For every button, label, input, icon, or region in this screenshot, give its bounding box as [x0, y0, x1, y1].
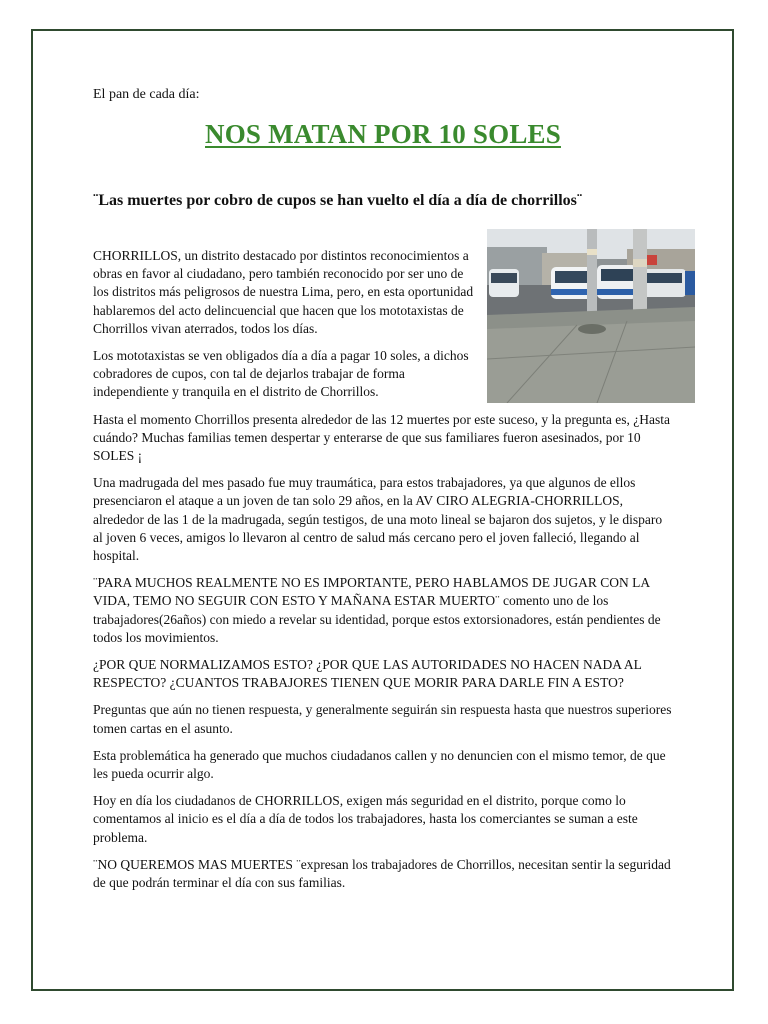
paragraph: Una madrugada del mes pasado fue muy traumática, para estos trabajadores, ya que algunos de ellos presenciaron el ataque a un joven de tan solo 29 años, en la AV CIRO ALEGRIA-CHORRILLOS, alrededor de las 1 de la madrugada, según testigos, de una moto lineal se bajaron dos sujetos, y le disparo al joven 6 veces, amigos lo llevaron al centro de salud más cercano pero el joven falleció, llegando al hospital. [93, 475, 663, 564]
street-photo [487, 229, 695, 403]
article-headline: NOS MATAN POR 10 SOLES [205, 119, 561, 149]
article-kicker: El pan de cada día: [93, 87, 200, 102]
intro-text-column [93, 247, 478, 402]
article [93, 86, 673, 901]
paragraph: Preguntas que aún no tienen respuesta, y generalmente seguirán sin respuesta hasta que nuestros superiores tomen cartas en el asunto. [93, 702, 672, 736]
paragraph: CHORRILLOS, un distrito destacado por distintos reconocimientos a obras en favor al ciudadano, pero también reconocido por ser uno de los distritos más peligrosos de nuestra Lima, pero, en esta oportunidad hablaremos del acto delincuencial que hacen que los mototaxistas de Chorrillos vivan aterrados, todos los días. [93, 248, 474, 336]
paragraph: ¨NO QUEREMOS MAS MUERTES ¨expresan los trabajadores de Chorrillos, necesitan sentir la seguridad de que podrán terminar el día con sus familias. [93, 856, 671, 891]
paragraph: ¿POR QUE NORMALIZAMOS ESTO? ¿POR QUE LAS AUTORIDADES NO HACEN NADA AL RESPECTO? ¿CUANTOS TRABAJORES TIENEN QUE MORIR PARA DARLE FIN A ESTO? [93, 657, 642, 691]
paragraph: Hoy en día los ciudadanos de CHORRILLOS, exigen más seguridad en el distrito, porque como lo comentamos al inicio es el día a día de todos los trabajadores, hasta los comerciantes se suman a este problema. [93, 793, 638, 845]
paragraph: Los mototaxistas se ven obligados día a día a pagar 10 soles, a dichos cobradores de cupos, con tal de dejarlos trabajar de forma independiente y tranquila en el distrito de Chorrillos. [93, 348, 469, 400]
paragraph: ¨PARA MUCHOS REALMENTE NO ES IMPORTANTE, PERO HABLAMOS DE JUGAR CON LA VIDA, TEMO NO SEGUIR CON ESTO Y MAÑANA ESTAR MUERTO¨ comento uno de los trabajadores(26años) con miedo a revelar su identidad, porque estos extorsionadores, están pendientes de todos los movimientos. [93, 575, 661, 645]
article-subheadline: ¨Las muertes por cobro de cupos se han vuelto el día a día de chorrillos¨ [93, 192, 583, 209]
paragraph: Esta problemática ha generado que muchos ciudadanos callen y no denuncien con el mismo temor, de que les pueda ocurrir algo. [93, 747, 666, 782]
intro-block [93, 247, 673, 402]
paragraph: Hasta el momento Chorrillos presenta alrededor de las 12 muertes por este suceso, y la pregunta es, ¿Hasta cuándo? Muchas familias temen despertar y enterarse de que sus familiares fueron asesinados, por 10 SOLES ¡ [93, 411, 670, 464]
